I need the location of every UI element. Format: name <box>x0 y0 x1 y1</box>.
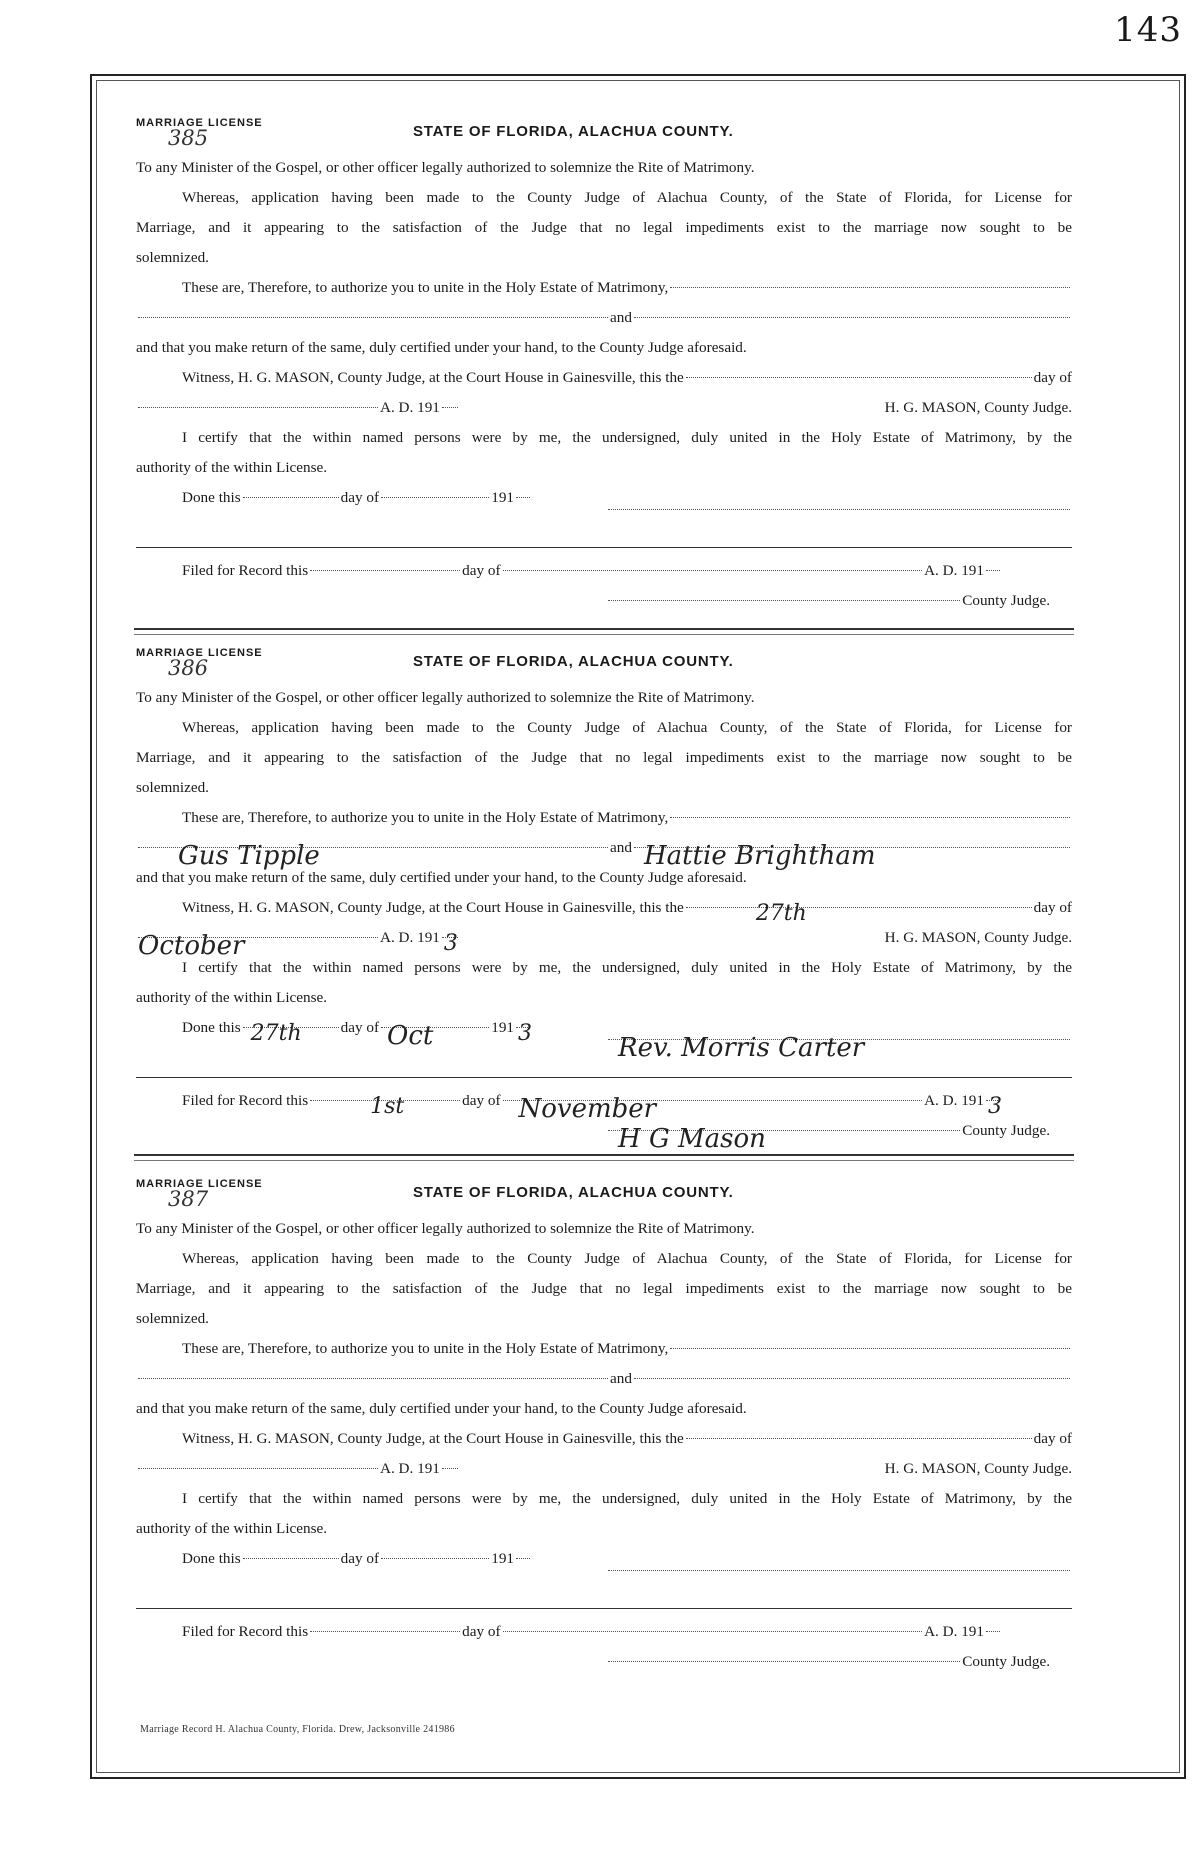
return-line: and that you make return of the same, duly certified under your hand, to the County Judge aforesaid. <box>136 869 747 886</box>
authorize-line: These are, Therefore, to authorize you to unite in the Holy Estate of Matrimony, <box>136 803 1072 833</box>
county-judge-line: County Judge. <box>136 586 1072 616</box>
marriage-license-label: MARRIAGE LICENSE <box>136 117 263 129</box>
done-line: Done this day of 191 <box>136 1544 1072 1574</box>
officiant-signature: Rev. Morris Carter <box>618 1033 865 1063</box>
done-line: Done this day of 191 <box>136 483 1072 513</box>
license-number: 387 <box>168 1187 209 1211</box>
footer-imprint: Marriage Record H. Alachua County, Florida. Drew, Jacksonville 241986 <box>140 1724 455 1735</box>
filed-month: November <box>518 1094 657 1124</box>
state-title: STATE OF FLORIDA, ALACHUA COUNTY. <box>413 123 734 140</box>
license-date-line: A. D. 191 H. G. MASON, County Judge. <box>136 393 1072 423</box>
bride-name: Hattie Brightham <box>643 841 876 871</box>
witness-line: Witness, H. G. MASON, County Judge, at the Court House in Gainesville, this the day of <box>182 1430 1072 1447</box>
authority-line: authority of the within License. <box>136 459 328 476</box>
marriage-license-label: MARRIAGE LICENSE <box>136 1178 263 1190</box>
license-date-line: October A. D. 191 3 H. G. MASON, County Judge. <box>136 923 1072 953</box>
filed-year-digit: 3 <box>988 1094 1002 1119</box>
signature-rule <box>136 1608 1072 1609</box>
body-line: Whereas, application having been made to the County Judge of Alachua County, of the State of Florida, for License for <box>182 719 1072 736</box>
filed-day: 1st <box>370 1094 405 1119</box>
witness-line: Witness, H. G. MASON, County Judge, at the Court House in Gainesville, this the day of <box>182 369 1072 386</box>
judge-name: H. G. MASON, County Judge. <box>884 1460 1072 1477</box>
address-line: To any Minister of the Gospel, or other officer legally authorized to solemnize the Rite of Matrimony. <box>136 1220 755 1237</box>
judge-name: H. G. MASON, County Judge. <box>884 929 1072 946</box>
marriage-license-record <box>136 117 1072 616</box>
state-title: STATE OF FLORIDA, ALACHUA COUNTY. <box>413 1184 734 1201</box>
certify-line: I certify that the within named persons were by me, the undersigned, duly united in the Holy Estate of Matrimony, by the <box>182 429 1072 446</box>
done-year-digit: 3 <box>518 1021 532 1046</box>
judge-signature: H G Mason <box>618 1124 766 1154</box>
address-line: To any Minister of the Gospel, or other officer legally authorized to solemnize the Rite of Matrimony. <box>136 689 755 706</box>
license-number: 386 <box>168 656 209 680</box>
body-line: solemnized. <box>136 249 209 266</box>
certify-line: I certify that the within named persons were by me, the undersigned, duly united in the Holy Estate of Matrimony, by the <box>182 959 1072 976</box>
certify-line: I certify that the within named persons were by me, the undersigned, duly united in the Holy Estate of Matrimony, by the <box>182 1490 1072 1507</box>
judge-name: H. G. MASON, County Judge. <box>884 399 1072 416</box>
signature-rule <box>136 547 1072 548</box>
signature-rule <box>136 1077 1072 1078</box>
page-number: 143 <box>1114 10 1182 50</box>
marriage-license-record <box>136 1178 1072 1677</box>
license-day: 27th <box>755 901 807 926</box>
body-line: solemnized. <box>136 779 209 796</box>
county-judge-line: H G Mason County Judge. <box>136 1116 1072 1146</box>
authorize-line: These are, Therefore, to authorize you to unite in the Holy Estate of Matrimony, <box>136 1334 1072 1364</box>
names-line: and <box>136 1364 1072 1394</box>
license-year-digit: 3 <box>443 931 458 956</box>
body-line: solemnized. <box>136 1310 209 1327</box>
filed-line: Filed for Record this day of A. D. 191 <box>136 1617 1072 1647</box>
state-title: STATE OF FLORIDA, ALACHUA COUNTY. <box>413 653 734 670</box>
authority-line: authority of the within License. <box>136 989 328 1006</box>
filed-line: Filed for Record this day of A. D. 191 <box>136 556 1072 586</box>
body-line: Marriage, and it appearing to the satisfaction of the Judge that no legal impediments exist to the marriage now sought to be <box>136 749 1072 766</box>
witness-line: Witness, H. G. MASON, County Judge, at the Court House in Gainesville, this the 27th day of <box>136 893 1072 923</box>
groom-name: Gus Tipple <box>178 841 320 871</box>
marriage-license-record <box>136 647 1072 1154</box>
return-line: and that you make return of the same, duly certified under your hand, to the County Judge aforesaid. <box>136 1400 747 1417</box>
done-day: 27th <box>250 1021 302 1046</box>
names-line: and <box>136 303 1072 333</box>
names-line: Gus Tipple and Hattie Brightham <box>136 833 1072 863</box>
body-line: Whereas, application having been made to the County Judge of Alachua County, of the State of Florida, for License for <box>182 189 1072 206</box>
license-number: 385 <box>168 126 209 150</box>
license-month: October <box>138 931 245 961</box>
authorize-line: These are, Therefore, to authorize you to unite in the Holy Estate of Matrimony, <box>136 273 1072 303</box>
record-separator <box>134 628 1074 630</box>
done-line: Done this 27th day of Oct 191 3 <box>182 1019 532 1051</box>
marriage-license-label: MARRIAGE LICENSE <box>136 647 263 659</box>
license-date-line: A. D. 191 H. G. MASON, County Judge. <box>136 1454 1072 1484</box>
officiant-line <box>136 513 1072 543</box>
return-line: and that you make return of the same, duly certified under your hand, to the County Judge aforesaid. <box>136 339 747 356</box>
record-separator <box>134 634 1074 635</box>
record-separator <box>134 1154 1074 1156</box>
record-separator <box>134 1160 1074 1161</box>
filed-line: Filed for Record this 1st day of November A. D. 191 3 <box>182 1092 1002 1124</box>
body-line: Marriage, and it appearing to the satisfaction of the Judge that no legal impediments exist to the marriage now sought to be <box>136 219 1072 236</box>
authority-line: authority of the within License. <box>136 1520 328 1537</box>
done-month: Oct <box>387 1021 434 1051</box>
body-line: Marriage, and it appearing to the satisfaction of the Judge that no legal impediments exist to the marriage now sought to be <box>136 1280 1072 1297</box>
address-line: To any Minister of the Gospel, or other officer legally authorized to solemnize the Rite of Matrimony. <box>136 159 755 176</box>
county-judge-line: County Judge. <box>136 1647 1072 1677</box>
officiant-line <box>136 1574 1072 1604</box>
body-line: Whereas, application having been made to the County Judge of Alachua County, of the State of Florida, for License for <box>182 1250 1072 1267</box>
